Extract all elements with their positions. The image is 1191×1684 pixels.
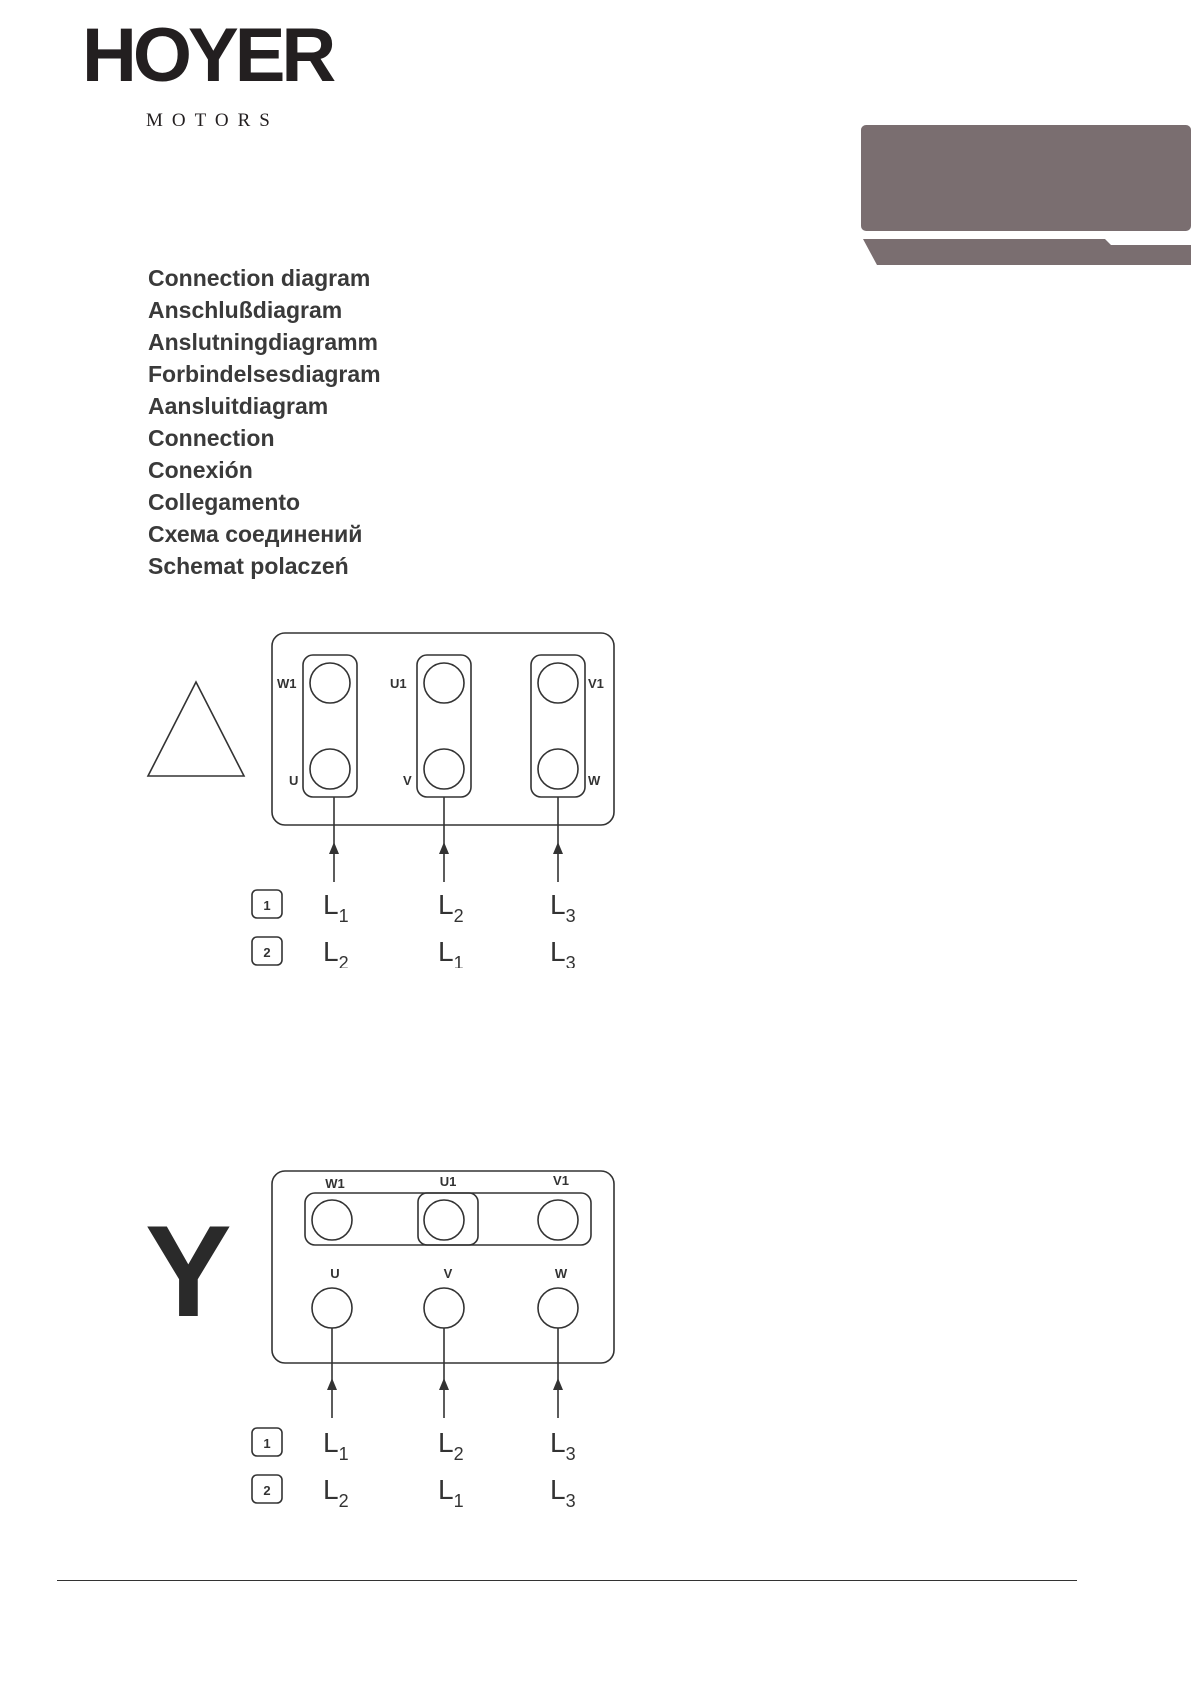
label-V1: V1 <box>588 676 604 691</box>
phase-label: $L_3$ <box>550 936 576 968</box>
arrow-icon <box>439 1378 449 1390</box>
terminal-U <box>310 749 350 789</box>
corner-tab-lower <box>863 239 1191 265</box>
title-en: Connection diagram <box>148 265 371 291</box>
option-number-1: 1 <box>263 898 271 913</box>
title-de: Anschlußdiagram <box>148 297 343 323</box>
terminal-U1 <box>424 663 464 703</box>
logo-sub: MOTORS <box>146 110 279 131</box>
title-da: Forbindelsesdiagram <box>148 361 381 387</box>
footer-rule <box>57 1580 1077 1581</box>
label-V: V <box>403 773 412 788</box>
terminal-V1 <box>538 663 578 703</box>
label-W1: W1 <box>325 1176 345 1191</box>
label-V: V <box>443 1266 453 1281</box>
star-symbol: Y <box>145 1198 232 1344</box>
label-W1: W1 <box>277 676 297 691</box>
terminal-W <box>538 1288 578 1328</box>
option-number-2: 2 <box>263 945 271 960</box>
terminal-W1 <box>312 1200 352 1240</box>
corner-tab-upper <box>861 125 1191 231</box>
phase-label: $L_1$ <box>438 1474 464 1511</box>
phase-label: $L_3$ <box>550 1427 576 1464</box>
label-U1: U1 <box>390 676 407 691</box>
label-U: U <box>289 773 299 788</box>
title-nl: Aansluitdiagram <box>148 393 329 419</box>
logo-brand: HOYER <box>82 13 333 98</box>
title-ru: Схема соединений <box>148 521 363 547</box>
title-es: Conexión <box>148 457 253 483</box>
phase-label: $L_2$ <box>323 1474 349 1511</box>
corner-tab <box>855 125 1191 265</box>
terminal-U <box>312 1288 352 1328</box>
label-W: W <box>588 773 601 788</box>
phase-label: $L_1$ <box>323 889 349 926</box>
star-svg <box>0 1166 640 1516</box>
phase-label: $L_1$ <box>438 936 464 968</box>
phase-label: $L_3$ <box>550 1474 576 1511</box>
arrow-icon <box>329 842 339 854</box>
title-list <box>148 262 381 582</box>
terminal-V1 <box>538 1200 578 1240</box>
title-it: Collegamento <box>148 489 301 515</box>
terminal-U1 <box>424 1200 464 1240</box>
title-sv: Anslutningdiagramm <box>148 329 379 355</box>
option-number-2: 2 <box>263 1483 271 1498</box>
hoyer-motors-logo <box>82 13 352 132</box>
label-U1: U1 <box>439 1174 457 1189</box>
terminal-V <box>424 749 464 789</box>
terminal-W <box>538 749 578 789</box>
delta-svg <box>0 628 640 968</box>
label-U: U <box>330 1266 340 1281</box>
arrow-icon <box>439 842 449 854</box>
delta-triangle-icon <box>148 682 244 776</box>
phase-label: $L_3$ <box>550 889 576 926</box>
star-diagram <box>0 1166 640 1521</box>
phase-label: $L_2$ <box>438 889 464 926</box>
terminal-W1 <box>310 663 350 703</box>
title-fr: Connection <box>148 425 275 451</box>
option-number-1: 1 <box>263 1436 271 1451</box>
arrow-icon <box>553 1378 563 1390</box>
phase-label: $L_2$ <box>323 936 349 968</box>
arrow-icon <box>553 842 563 854</box>
title-pl: Schemat polaczeń <box>148 553 349 579</box>
label-W: W <box>554 1266 568 1281</box>
delta-diagram <box>0 628 640 973</box>
phase-label: $L_1$ <box>323 1427 349 1464</box>
terminal-V <box>424 1288 464 1328</box>
phase-label: $L_2$ <box>438 1427 464 1464</box>
arrow-icon <box>327 1378 337 1390</box>
label-V1: V1 <box>553 1173 569 1188</box>
